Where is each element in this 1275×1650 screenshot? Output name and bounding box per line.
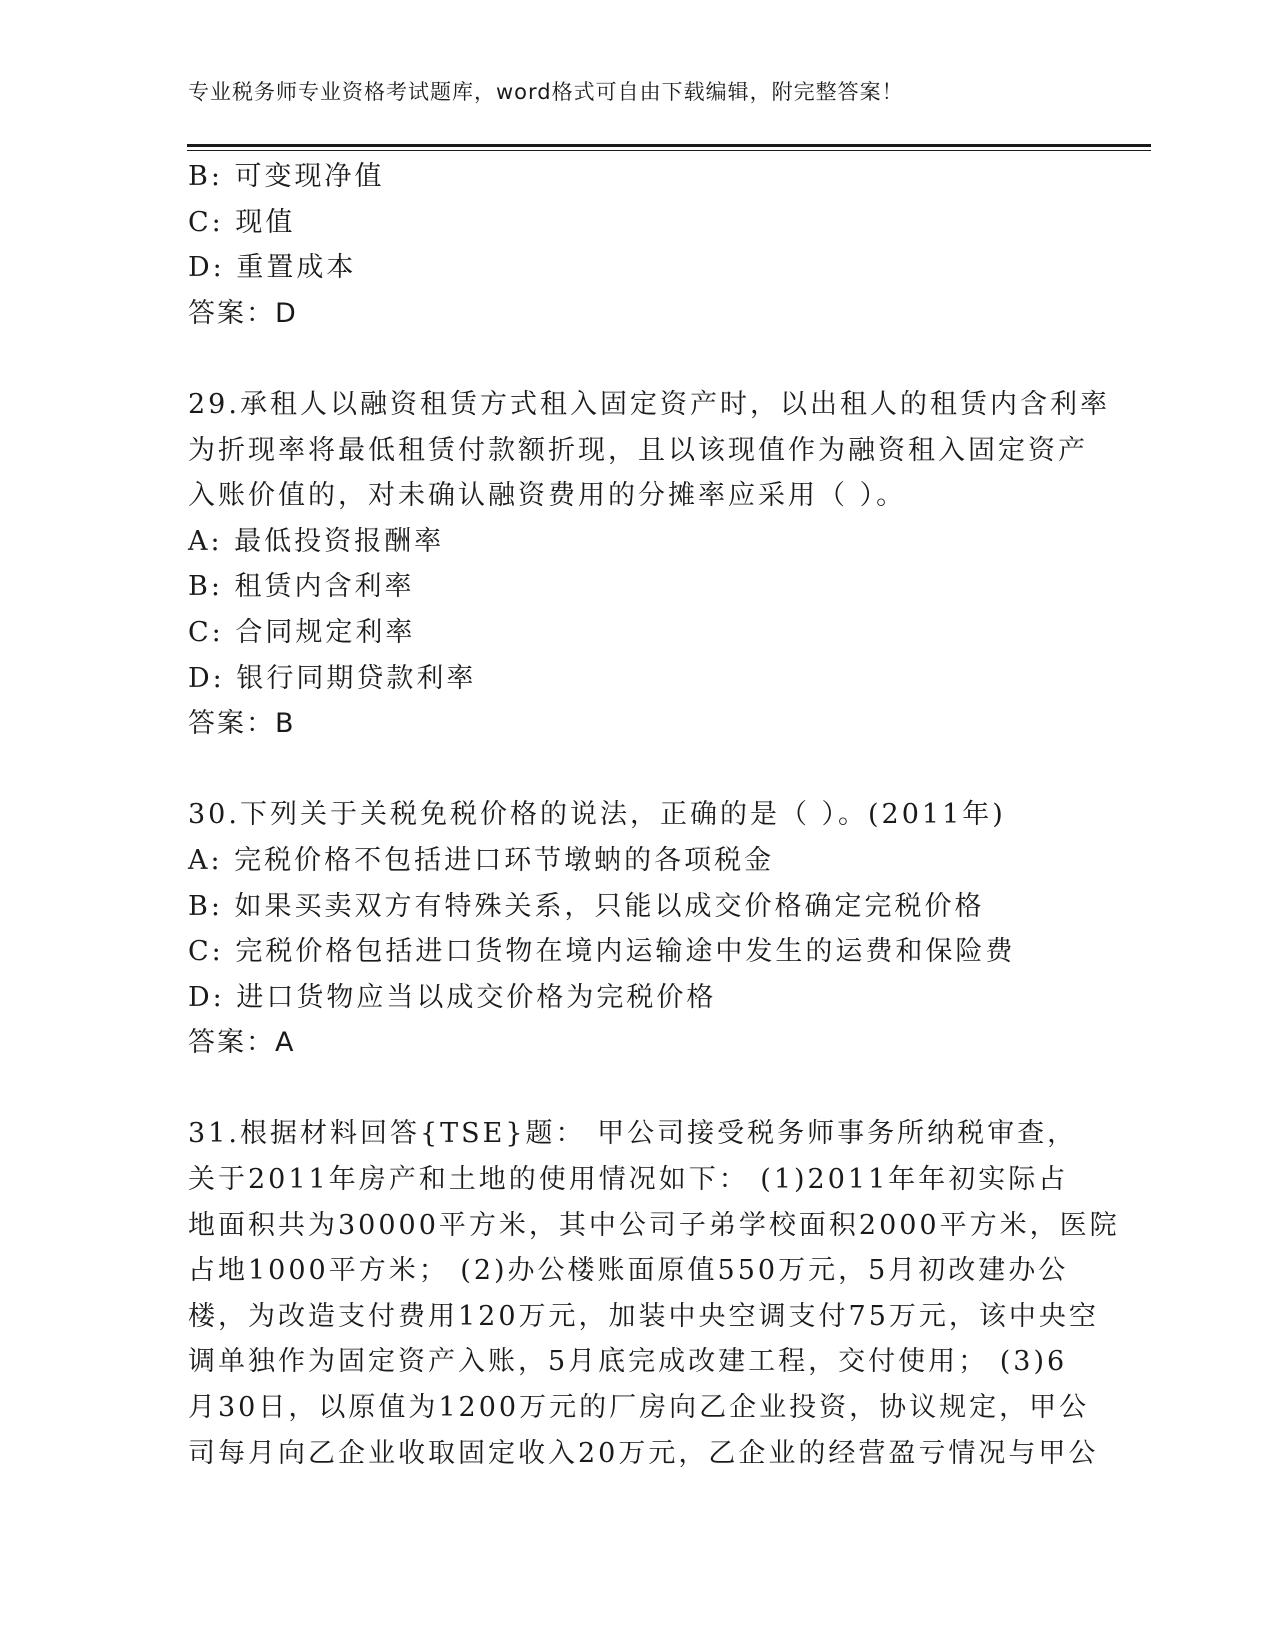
question-30 [188,792,1088,1066]
q31-stem-line: 关于2011年房产和土地的使用情况如下： (1)2011年年初实际占 [188,1164,1069,1196]
q29-stem-line: 为折现率将最低租赁付款额折现，且以该现值作为融资租入固定资产 [188,434,1088,466]
q29-answer: 答案：B [188,708,296,740]
q28-answer: 答案：D [188,297,298,329]
spacer [188,336,1088,382]
spacer [188,747,1088,793]
q31-stem-line: 司每月向乙企业收取固定收入20万元，乙企业的经营盈亏情况与甲公 [188,1437,1099,1469]
q31-stem-line: 月30日，以原值为1200万元的厂房向乙企业投资，协议规定，甲公 [188,1392,1090,1424]
q30-option-b: B: 如果买卖双方有特殊关系，只能以成交价格确定完税价格 [188,890,985,922]
q30-option-d: D: 进口货物应当以成交价格为完税价格 [188,981,717,1013]
q29-option-c: C: 合同规定利率 [188,616,416,648]
q31-stem-line: 调单独作为固定资产入账，5月底完成改建工程，交付使用； (3)6 [188,1346,1068,1378]
q28-option-b: B: 可变现净值 [188,161,385,192]
q30-answer: 答案：A [188,1027,296,1059]
q31-stem-line: 占地1000平方米； (2)办公楼账面原值550万元，5月初改建办公 [188,1255,1069,1287]
q28-option-d: D: 重置成本 [188,252,357,284]
q30-option-c: C: 完税价格包括进口货物在境内运输途中发生的运费和保险费 [188,936,1016,968]
document-body [188,154,1120,1476]
q29-option-b: B: 租赁内含利率 [188,571,415,603]
q30-stem: 30.下列关于关税免税价格的说法，正确的是（ ）。(2011年) [188,799,1006,831]
spacer [188,1066,1088,1112]
q31-stem-line: 楼，为改造支付费用120万元，加装中央空调支付75万元，该中央空 [188,1300,1099,1332]
question-29 [188,382,1110,747]
q31-stem-line: 地面积共为30000平方米，其中公司子弟学校面积2000平方米，医院 [188,1209,1120,1241]
q30-option-a: A: 完税价格不包括进口环节墩蚋的各项税金 [188,844,775,876]
q29-option-a: A: 最低投资报酬率 [188,525,445,557]
q29-option-d: D: 银行同期贷款利率 [188,662,477,694]
q28-option-c: C: 现值 [188,206,296,238]
q31-stem-line: 31.根据材料回答{TSE}题： 甲公司接受税务师事务所纳税审查， [188,1118,1078,1150]
question-31 [188,1111,1120,1476]
q29-stem-line: 入账价值的，对未确认融资费用的分摊率应采用（ ）。 [188,480,907,512]
question-28 [188,154,1088,336]
header-divider [187,144,1151,147]
q29-stem-line: 29.承租人以融资租赁方式租入固定资产时，以出租人的租赁内含利率 [188,388,1110,420]
page-header: 专业税务师专业资格考试题库，word格式可自由下载编辑，附完整答案！ [188,80,904,104]
